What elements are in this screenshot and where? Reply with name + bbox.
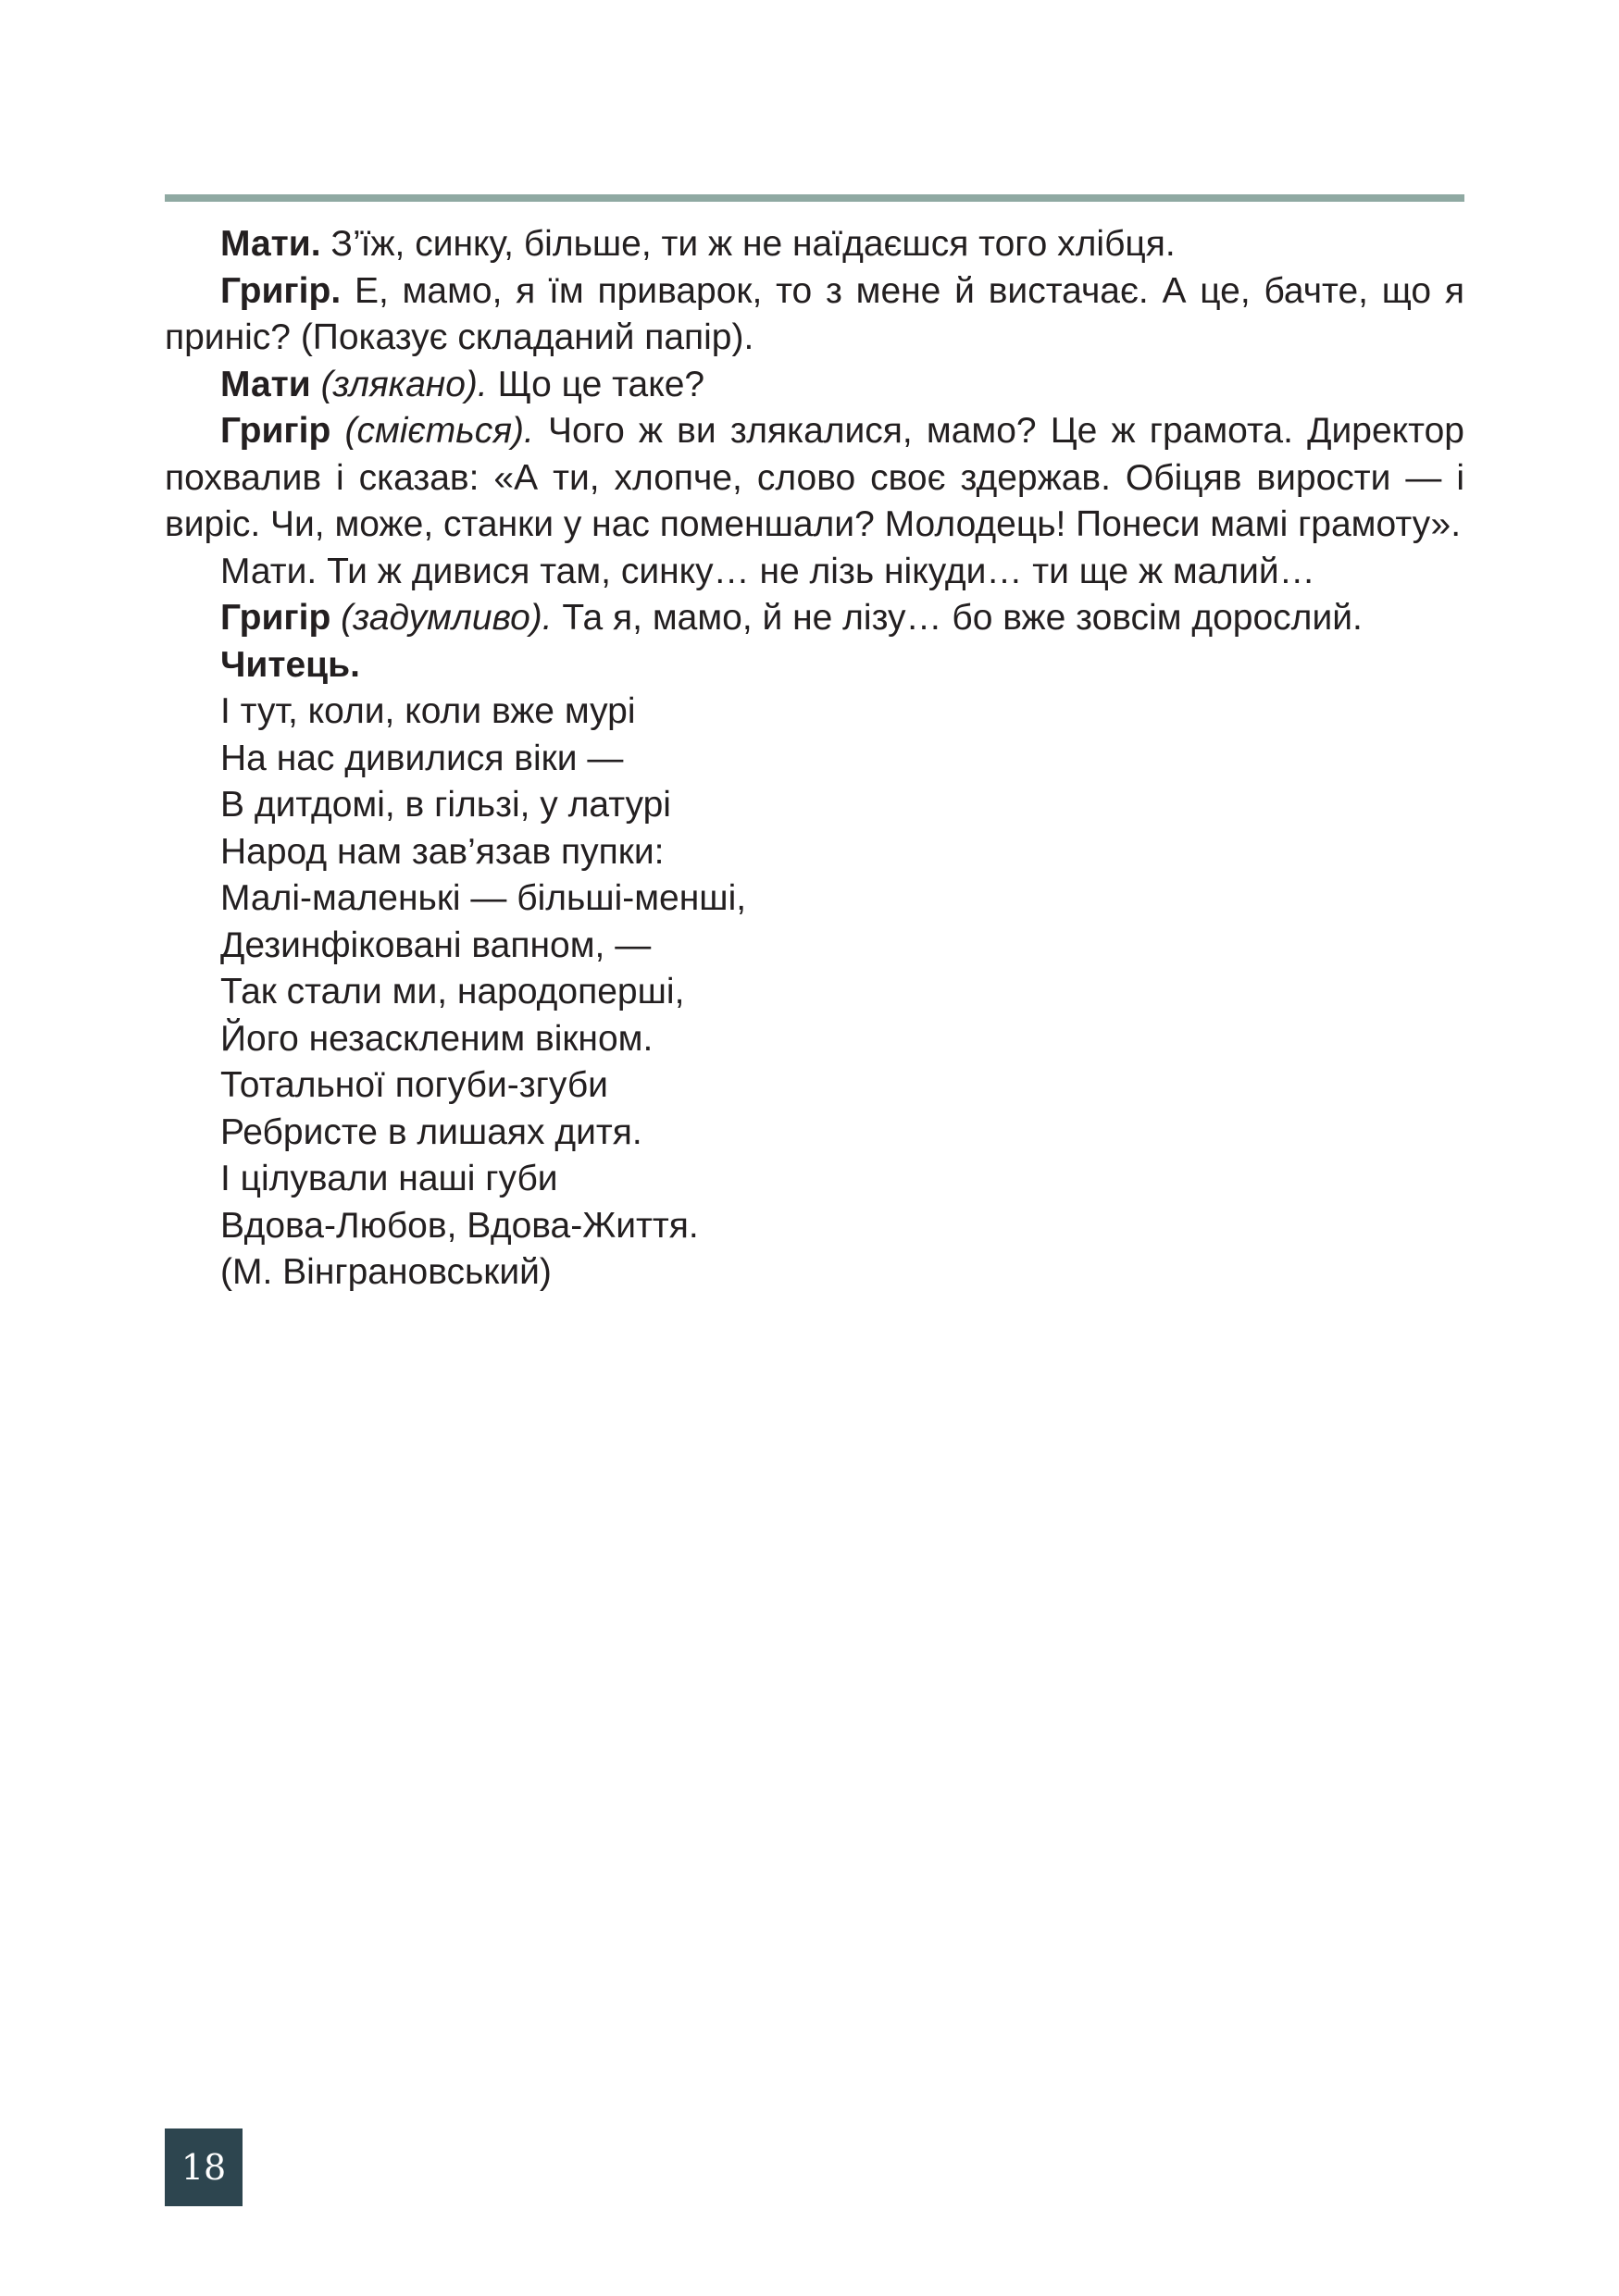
- stage-direction: (сміється).: [330, 411, 534, 451]
- speaker-name: Мати: [220, 364, 311, 404]
- reader-heading: [165, 642, 1464, 689]
- speaker-name: Григір: [220, 598, 331, 638]
- dialogue-text: Що це таке?: [487, 364, 705, 404]
- poem-line: Вдова-Любов, Вдова-Життя.: [220, 1205, 699, 1246]
- dialogue-text: Мати. Ти ж дивися там, синку… не лізь нікуди… ти ще ж малий…: [220, 551, 1315, 591]
- dialogue-text: Чого ж ви злякалися, мамо? Це ж грамота. Директор похвалив і сказав: «А ти, хлопче, слово своє здержав. Обіцяв вирости — і виріс. Чи, може, станки у нас поменшали? Молодець! Понеси мамі грамоту».: [165, 411, 1464, 544]
- poem-line: Ребристе в лишаях дитя.: [220, 1111, 642, 1152]
- poem: [165, 689, 1464, 1297]
- poem-line: Тотальної погуби-згуби: [220, 1065, 608, 1105]
- dialogue-line: [165, 362, 1464, 409]
- page-number: [165, 2128, 243, 2206]
- poem-line: Дезинфіковані вапном, —: [220, 925, 652, 965]
- poem-attribution: (М. Вінграновський): [220, 1252, 552, 1292]
- poem-line: Малі-маленькі — більші-менші,: [220, 878, 747, 918]
- dialogue-line: [165, 221, 1464, 268]
- stage-direction: (задумливо).: [330, 598, 553, 638]
- header-rule: [165, 194, 1464, 202]
- dialogue-text: Та я, мамо, й не лізу… бо вже зовсім дорослий.: [552, 598, 1363, 638]
- speaker-name: Григір: [220, 411, 331, 451]
- poem-line: В дитдомі, в гільзі, у латурі: [220, 785, 671, 825]
- poem-line: На нас дивилися віки —: [220, 738, 624, 778]
- stage-direction: (злякано).: [310, 364, 488, 404]
- poem-line: І цілували наші губи: [220, 1159, 558, 1198]
- poem-line: Його незаскленим вікном.: [220, 1018, 654, 1059]
- dialogue-line: [165, 268, 1464, 362]
- page-content: [165, 221, 1464, 1297]
- poem-line: І тут, коли, коли вже мурі: [220, 691, 636, 731]
- speaker-name: Читець.: [220, 644, 360, 685]
- dialogue-line: [165, 408, 1464, 549]
- poem-line: Так стали ми, народоперші,: [220, 972, 685, 1011]
- dialogue-line: [165, 549, 1464, 596]
- page-number-label: 18: [181, 2147, 227, 2188]
- poem-line: Народ нам зав’язав пупки:: [220, 831, 665, 872]
- dialogue-line: [165, 595, 1464, 642]
- speaker-name: Григір.: [220, 270, 342, 311]
- dialogue-text: Е, мамо, я їм приварок, то з мене й вистачає. А це, бачте, що я приніс? (Показує складаний папір).: [165, 270, 1464, 357]
- dialogue-text: З’їж, синку, більше, ти ж не наїдаєшся того хлібця.: [320, 224, 1176, 264]
- speaker-name: Мати.: [220, 224, 321, 264]
